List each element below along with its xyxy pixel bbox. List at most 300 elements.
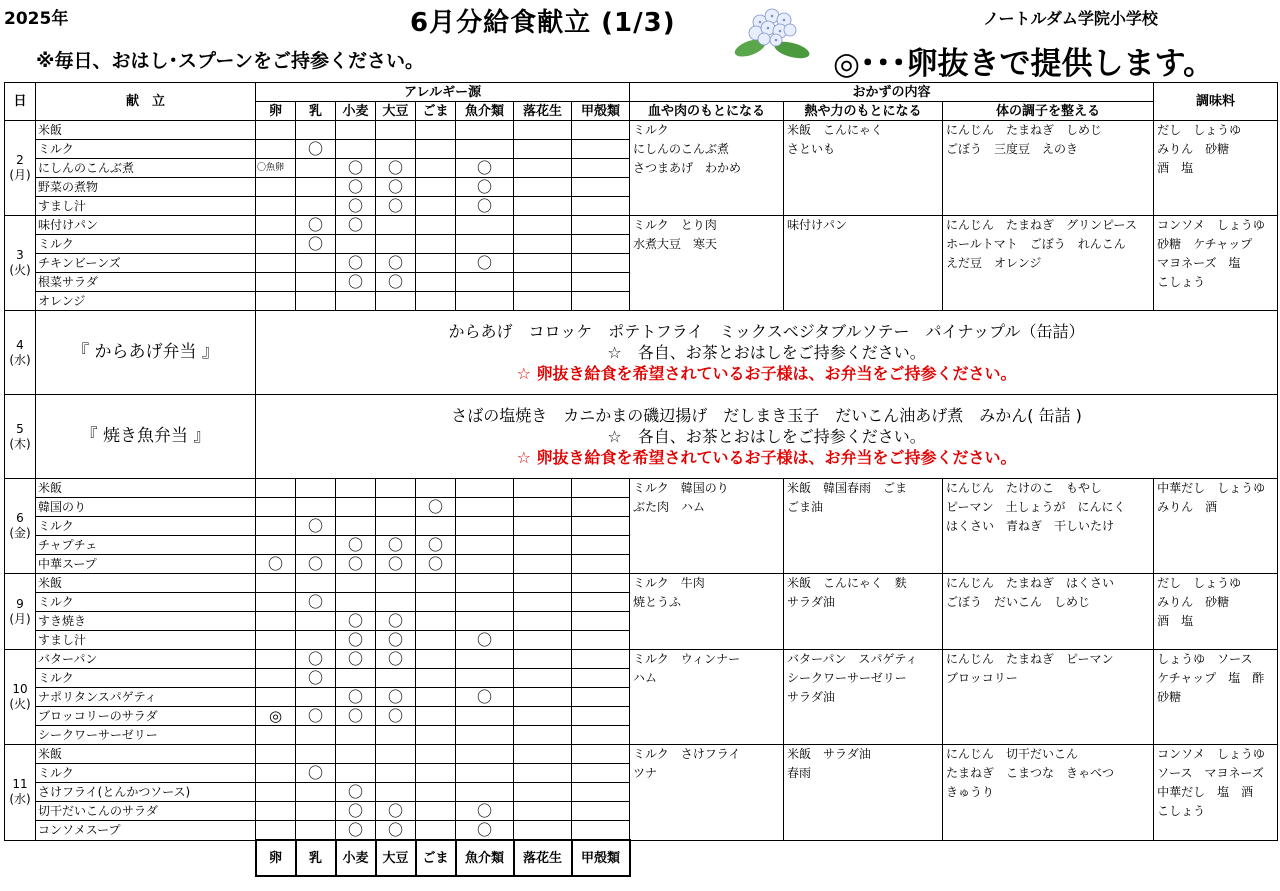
allergen-mark — [416, 121, 456, 140]
allergen-mark — [514, 802, 572, 821]
header-allergen: 甲殻類 — [572, 102, 630, 121]
header-allergen: 乳 — [296, 102, 336, 121]
allergen-mark: 〇 — [376, 273, 416, 292]
allergen-mark — [296, 536, 336, 555]
allergen-mark: 〇 — [376, 197, 416, 216]
allergen-mark — [572, 254, 630, 273]
body-foods: にんじん たまねぎ はくさい ごぼう だいこん しめじ — [943, 574, 1154, 650]
allergen-mark — [572, 802, 630, 821]
allergen-mark — [256, 498, 296, 517]
allergen-mark: 〇 — [376, 555, 416, 574]
allergen-mark — [416, 650, 456, 669]
menu-item: 味付けパン — [36, 216, 256, 235]
allergen-mark: 〇 — [336, 536, 376, 555]
allergen-mark — [456, 650, 514, 669]
allergen-mark — [376, 479, 416, 498]
allergen-mark: 〇 — [336, 555, 376, 574]
allergen-mark — [416, 273, 456, 292]
allergen-mark — [376, 216, 416, 235]
footer-allergen: 落花生 — [514, 840, 572, 876]
allergen-mark: 〇 — [376, 821, 416, 841]
header-allergen: 卵 — [256, 102, 296, 121]
menu-item: すまし汁 — [36, 197, 256, 216]
allergen-mark — [256, 517, 296, 536]
allergen-mark — [336, 745, 376, 764]
menu-item: ミルク — [36, 669, 256, 688]
header-food-group: 血や肉のもとになる — [630, 102, 784, 121]
allergen-mark — [256, 292, 296, 311]
bento-warning: ☆ 卵抜き給食を希望されているお子様は、お弁当をご持参ください。 — [516, 448, 1017, 467]
allergen-mark — [376, 121, 416, 140]
menu-item: チキンビーンズ — [36, 254, 256, 273]
allergen-mark — [336, 726, 376, 745]
allergen-mark — [256, 669, 296, 688]
allergen-mark — [456, 669, 514, 688]
allergen-mark — [514, 536, 572, 555]
day-label: 3 (火) — [5, 216, 36, 311]
footer-allergen: 甲殻類 — [572, 840, 630, 876]
allergen-mark — [416, 479, 456, 498]
allergen-mark — [572, 688, 630, 707]
menu-item: にしんのこんぶ煮 — [36, 159, 256, 178]
allergen-mark — [514, 254, 572, 273]
seasonings: だし しょうゆ みりん 砂糖 酒 塩 — [1154, 121, 1278, 216]
allergen-mark — [376, 764, 416, 783]
year-label: 2025年 — [4, 9, 69, 29]
allergen-mark — [514, 140, 572, 159]
menu-item: さけフライ(とんかつソース) — [36, 783, 256, 802]
menu-item: 根菜サラダ — [36, 273, 256, 292]
allergen-mark — [514, 517, 572, 536]
allergen-mark — [514, 631, 572, 650]
allergen-mark: 〇 — [376, 802, 416, 821]
allergen-mark: 〇 — [296, 140, 336, 159]
allergen-mark — [456, 612, 514, 631]
allergen-mark: 〇 — [336, 688, 376, 707]
allergen-mark — [572, 631, 630, 650]
allergen-mark: 〇 — [376, 612, 416, 631]
allergen-mark — [456, 273, 514, 292]
allergen-mark — [514, 650, 572, 669]
bento-warning: ☆ 卵抜き給食を希望されているお子様は、お弁当をご持参ください。 — [516, 364, 1017, 383]
allergen-mark — [456, 292, 514, 311]
allergen-mark — [416, 216, 456, 235]
menu-item: ミルク — [36, 593, 256, 612]
header-allergen: 小麦 — [336, 102, 376, 121]
egg-free-note: ◎･･･卵抜きで提供します。 — [833, 46, 1215, 82]
allergen-mark: 〇 — [256, 555, 296, 574]
allergen-mark — [416, 612, 456, 631]
hydrangea-icon — [730, 0, 820, 62]
allergen-mark — [514, 216, 572, 235]
menu-item: チャプチェ — [36, 536, 256, 555]
allergen-mark — [256, 650, 296, 669]
allergen-mark — [256, 802, 296, 821]
bento-note: ☆ 各自、お茶とおはしをご持参ください。 — [607, 427, 926, 446]
blood-foods: ミルク さけフライ ツナ — [630, 745, 784, 841]
allergen-mark — [336, 292, 376, 311]
allergen-mark — [256, 726, 296, 745]
allergen-mark — [376, 292, 416, 311]
allergen-mark — [514, 821, 572, 841]
allergen-mark — [456, 235, 514, 254]
allergen-mark — [572, 235, 630, 254]
allergen-mark: 〇 — [376, 178, 416, 197]
allergen-mark — [336, 593, 376, 612]
allergen-mark — [456, 555, 514, 574]
allergen-mark — [456, 498, 514, 517]
menu-item: オレンジ — [36, 292, 256, 311]
allergen-mark — [456, 764, 514, 783]
allergen-mark: 〇 — [336, 197, 376, 216]
allergen-mark — [256, 536, 296, 555]
header-allergen: 落花生 — [514, 102, 572, 121]
allergen-mark — [336, 498, 376, 517]
bento-content — [256, 311, 1278, 395]
footer-allergen: 乳 — [296, 840, 336, 876]
allergen-mark — [256, 121, 296, 140]
seasonings: しょうゆ ソース ケチャップ 塩 酢 砂糖 — [1154, 650, 1278, 745]
header-content-group: おかずの内容 — [630, 83, 1154, 102]
allergen-mark — [376, 669, 416, 688]
bento-title: 『 からあげ弁当 』 — [36, 311, 256, 395]
allergen-mark — [256, 235, 296, 254]
blood-foods: ミルク とり肉 水煮大豆 寒天 — [630, 216, 784, 311]
day-label: 2 (月) — [5, 121, 36, 216]
allergen-mark — [416, 745, 456, 764]
allergen-mark — [514, 669, 572, 688]
allergen-mark — [296, 159, 336, 178]
menu-item: 米飯 — [36, 121, 256, 140]
menu-item: 韓国のり — [36, 498, 256, 517]
allergen-mark — [376, 574, 416, 593]
menu-item: 切干だいこんのサラダ — [36, 802, 256, 821]
allergen-mark — [256, 783, 296, 802]
menu-item: ミルク — [36, 140, 256, 159]
allergen-mark — [256, 821, 296, 841]
day-label: 6 (金) — [5, 479, 36, 574]
allergen-mark — [416, 254, 456, 273]
allergen-mark — [256, 612, 296, 631]
allergen-mark — [376, 783, 416, 802]
allergen-mark: 〇 — [296, 216, 336, 235]
allergen-mark: 〇 — [336, 159, 376, 178]
allergen-mark — [416, 178, 456, 197]
allergen-mark — [256, 631, 296, 650]
allergen-mark — [256, 593, 296, 612]
menu-item: ミルク — [36, 235, 256, 254]
menu-item: ミルク — [36, 517, 256, 536]
allergen-mark — [514, 292, 572, 311]
header-seasoning: 調味料 — [1154, 83, 1278, 121]
allergen-mark — [572, 650, 630, 669]
allergen-mark — [376, 593, 416, 612]
menu-item: 野菜の煮物 — [36, 178, 256, 197]
allergen-mark: 〇 — [336, 783, 376, 802]
allergen-mark — [296, 612, 336, 631]
footer-allergen: 卵 — [256, 840, 296, 876]
energy-foods: 米飯 こんにゃく 麩 サラダ油 — [784, 574, 943, 650]
allergen-mark — [416, 802, 456, 821]
allergen-mark — [296, 498, 336, 517]
allergen-mark: 〇 — [296, 517, 336, 536]
body-foods: にんじん たまねぎ しめじ ごぼう 三度豆 えのき — [943, 121, 1154, 216]
allergen-mark — [514, 273, 572, 292]
allergen-mark — [336, 140, 376, 159]
allergen-mark — [572, 273, 630, 292]
allergen-mark: 〇 — [376, 159, 416, 178]
header-allergy-group: アレルギー源 — [256, 83, 630, 102]
body-foods: にんじん たけのこ もやし ピーマン 土しょうが にんにく はくさい 青ねぎ 干しいたけ — [943, 479, 1154, 574]
allergen-mark — [336, 235, 376, 254]
allergen-mark — [296, 726, 336, 745]
allergen-mark — [572, 764, 630, 783]
allergen-mark: 〇 — [336, 254, 376, 273]
blood-foods: ミルク にしんのこんぶ煮 さつまあげ わかめ — [630, 121, 784, 216]
allergen-mark — [256, 574, 296, 593]
allergen-mark — [296, 121, 336, 140]
allergen-mark — [416, 517, 456, 536]
day-label: 10 (火) — [5, 650, 36, 745]
allergen-mark — [416, 707, 456, 726]
allergen-mark — [336, 574, 376, 593]
allergen-mark: 〇 — [296, 650, 336, 669]
allergen-mark — [296, 292, 336, 311]
allergen-mark: 〇 — [336, 821, 376, 841]
menu-item: すき焼き — [36, 612, 256, 631]
allergen-mark — [376, 517, 416, 536]
allergen-mark — [416, 574, 456, 593]
allergen-mark — [572, 517, 630, 536]
energy-foods: 米飯 韓国春雨 ごま ごま油 — [784, 479, 943, 574]
allergen-mark — [296, 178, 336, 197]
allergen-mark — [514, 178, 572, 197]
header-allergen: ごま — [416, 102, 456, 121]
allergen-mark — [456, 121, 514, 140]
header-day: 日 — [5, 83, 36, 121]
allergen-mark — [256, 178, 296, 197]
footer-allergen: 大豆 — [376, 840, 416, 876]
allergen-mark — [456, 783, 514, 802]
allergen-mark — [514, 707, 572, 726]
allergen-mark — [514, 688, 572, 707]
allergen-mark — [456, 593, 514, 612]
header-allergen: 大豆 — [376, 102, 416, 121]
footer-allergen: 小麦 — [336, 840, 376, 876]
seasonings: だし しょうゆ みりん 砂糖 酒 塩 — [1154, 574, 1278, 650]
allergen-mark: 〇魚卵 — [256, 159, 296, 178]
blood-foods: ミルク 牛肉 焼とうふ — [630, 574, 784, 650]
menu-item: すまし汁 — [36, 631, 256, 650]
header-menu: 献 立 — [36, 83, 256, 121]
header-food-group: 体の調子を整える — [943, 102, 1154, 121]
allergen-mark — [376, 726, 416, 745]
allergen-mark: 〇 — [416, 498, 456, 517]
allergen-mark — [336, 669, 376, 688]
allergen-mark — [572, 479, 630, 498]
allergen-mark — [296, 631, 336, 650]
seasonings: 中華だし しょうゆ みりん 酒 — [1154, 479, 1278, 574]
allergen-mark: 〇 — [336, 273, 376, 292]
allergen-mark — [572, 292, 630, 311]
allergen-mark: 〇 — [336, 216, 376, 235]
allergen-mark — [336, 764, 376, 783]
allergen-mark — [572, 216, 630, 235]
menu-item: ブロッコリーのサラダ — [36, 707, 256, 726]
allergen-mark — [416, 726, 456, 745]
allergen-mark — [376, 140, 416, 159]
allergen-mark: 〇 — [456, 688, 514, 707]
allergen-mark — [296, 783, 336, 802]
allergen-mark: 〇 — [376, 536, 416, 555]
day-label: 4 (水) — [5, 311, 36, 395]
allergen-mark: 〇 — [336, 650, 376, 669]
allergen-mark — [296, 197, 336, 216]
allergen-mark — [514, 479, 572, 498]
allergen-mark: 〇 — [336, 612, 376, 631]
school-name: ノートルダム学院小学校 — [983, 9, 1158, 28]
energy-foods: 米飯 サラダ油 春雨 — [784, 745, 943, 841]
menu-item: バターパン — [36, 650, 256, 669]
body-foods: にんじん 切干だいこん たまねぎ こまつな きゃべつ きゅうり — [943, 745, 1154, 841]
allergen-mark: 〇 — [296, 555, 336, 574]
day-label: 5 (木) — [5, 395, 36, 479]
menu-item: コンソメスープ — [36, 821, 256, 841]
allergen-mark: 〇 — [376, 707, 416, 726]
seasonings: コンソメ しょうゆ 砂糖 ケチャップ マヨネーズ 塩 こしょう — [1154, 216, 1278, 311]
allergen-mark — [296, 745, 336, 764]
menu-item: 米飯 — [36, 479, 256, 498]
allergen-mark — [514, 726, 572, 745]
allergen-mark: 〇 — [456, 159, 514, 178]
page-title: 6月分給食献立 (1/3) — [410, 8, 676, 38]
allergen-mark — [514, 612, 572, 631]
header-food-group: 熱や力のもとになる — [784, 102, 943, 121]
allergen-mark — [256, 764, 296, 783]
allergen-mark — [336, 121, 376, 140]
allergen-mark — [456, 479, 514, 498]
allergen-mark — [572, 726, 630, 745]
day-label: 9 (月) — [5, 574, 36, 650]
allergen-mark: 〇 — [376, 688, 416, 707]
allergen-mark — [296, 574, 336, 593]
allergen-mark: 〇 — [336, 707, 376, 726]
bento-menu: からあげ コロッケ ポテトフライ ミックスベジタブルソテー パイナップル（缶詰） — [448, 322, 1085, 341]
allergen-mark — [572, 555, 630, 574]
allergen-mark — [456, 140, 514, 159]
allergen-mark: 〇 — [416, 536, 456, 555]
allergen-mark — [416, 821, 456, 841]
menu-item: 米飯 — [36, 574, 256, 593]
allergen-mark: 〇 — [416, 555, 456, 574]
allergen-mark — [416, 235, 456, 254]
chopsticks-note: ※毎日、おはし･スプーンをご持参ください。 — [36, 50, 425, 72]
allergen-mark — [572, 669, 630, 688]
allergen-mark — [336, 479, 376, 498]
allergen-mark — [514, 764, 572, 783]
allergen-mark: 〇 — [456, 802, 514, 821]
allergen-mark: 〇 — [456, 254, 514, 273]
allergen-mark — [572, 821, 630, 841]
allergen-mark: 〇 — [296, 235, 336, 254]
bento-note: ☆ 各自、お茶とおはしをご持参ください。 — [607, 343, 926, 362]
allergen-mark — [456, 707, 514, 726]
allergen-mark: 〇 — [336, 178, 376, 197]
allergen-mark — [416, 292, 456, 311]
allergen-mark — [572, 159, 630, 178]
allergen-mark — [376, 745, 416, 764]
allergen-mark — [456, 216, 514, 235]
allergen-mark — [256, 479, 296, 498]
allergen-mark: 〇 — [376, 254, 416, 273]
allergen-mark — [514, 235, 572, 254]
allergen-mark — [456, 536, 514, 555]
body-foods: にんじん たまねぎ グリンピース ホールトマト ごぼう れんこん えだ豆 オレンジ — [943, 216, 1154, 311]
allergen-mark — [456, 517, 514, 536]
allergen-mark — [514, 745, 572, 764]
allergen-mark — [416, 783, 456, 802]
energy-foods: バターパン スパゲティ シークワーサーゼリー サラダ油 — [784, 650, 943, 745]
allergen-mark — [416, 764, 456, 783]
bento-content — [256, 395, 1278, 479]
bento-title: 『 焼き魚弁当 』 — [36, 395, 256, 479]
allergen-mark — [296, 273, 336, 292]
allergen-mark — [514, 783, 572, 802]
allergen-mark — [416, 593, 456, 612]
allergen-mark — [256, 273, 296, 292]
allergen-mark — [456, 745, 514, 764]
allergen-mark — [296, 821, 336, 841]
allergen-mark — [336, 517, 376, 536]
allergen-mark — [572, 536, 630, 555]
allergen-mark — [514, 197, 572, 216]
allergen-mark — [456, 726, 514, 745]
allergen-mark — [296, 479, 336, 498]
menu-item: 中華スープ — [36, 555, 256, 574]
allergen-mark — [416, 159, 456, 178]
menu-item: ナポリタンスパゲティ — [36, 688, 256, 707]
allergen-mark — [572, 178, 630, 197]
allergen-mark: 〇 — [456, 197, 514, 216]
allergen-mark — [376, 235, 416, 254]
allergen-mark — [256, 197, 296, 216]
allergen-mark: 〇 — [336, 802, 376, 821]
footer-allergen: ごま — [416, 840, 456, 876]
allergen-mark: 〇 — [376, 631, 416, 650]
day-label: 11 (水) — [5, 745, 36, 841]
allergen-mark — [514, 498, 572, 517]
allergen-mark: 〇 — [376, 650, 416, 669]
allergen-mark — [296, 688, 336, 707]
allergen-mark: 〇 — [456, 178, 514, 197]
allergen-mark: 〇 — [296, 707, 336, 726]
allergen-mark — [572, 121, 630, 140]
allergen-mark — [256, 254, 296, 273]
allergen-mark — [514, 159, 572, 178]
allergen-mark — [296, 254, 336, 273]
menu-table — [4, 82, 1278, 877]
allergen-mark — [416, 688, 456, 707]
allergen-mark — [256, 688, 296, 707]
allergen-mark — [572, 612, 630, 631]
spacer — [5, 840, 256, 876]
allergen-mark — [256, 216, 296, 235]
allergen-mark — [416, 197, 456, 216]
bento-menu: さばの塩焼き カニかまの磯辺揚げ だしまき玉子 だいこん油あげ煮 みかん( 缶詰 ) — [451, 406, 1082, 425]
menu-item: 米飯 — [36, 745, 256, 764]
allergen-mark: 〇 — [296, 764, 336, 783]
allergen-mark — [572, 707, 630, 726]
